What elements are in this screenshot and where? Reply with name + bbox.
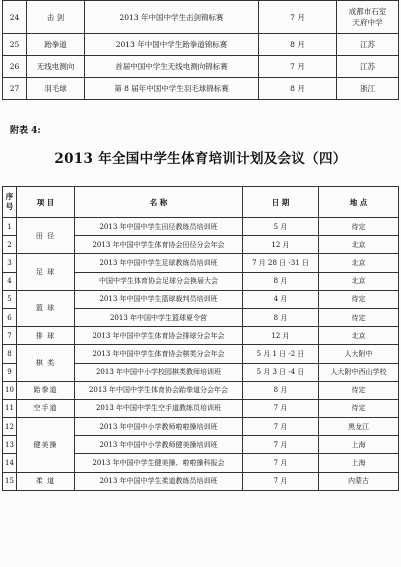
course-place: 人大附中西山学校	[319, 363, 399, 381]
course-name: 2013 年中国中学生篮球夏令营	[75, 308, 243, 326]
row-number: 25	[3, 34, 27, 56]
project-name: 健美操	[17, 418, 75, 473]
course-date: 7 月	[243, 436, 319, 454]
course-date: 5 月 3 日 -4 日	[243, 363, 319, 381]
row-number: 9	[3, 363, 17, 381]
row-number: 8	[3, 345, 17, 363]
course-date: 7 月	[243, 418, 319, 436]
project-name: 柔 道	[17, 472, 75, 490]
event-date: 8 月	[259, 34, 337, 56]
course-name: 2013 年中国中学生体育协会棋类分会年会	[75, 345, 243, 363]
event-place: 江苏	[337, 56, 399, 78]
course-name: 2013 年中国中学生篮球裁判员培训班	[75, 290, 243, 308]
course-name: 2013 年中国中学生体育协会跆拳道分会年会	[75, 381, 243, 399]
course-date: 7 月	[243, 472, 319, 490]
course-date: 7 月 28 日 -31 日	[243, 254, 319, 272]
course-name: 2013 年中国中学生健美操、啦啦操科报会	[75, 454, 243, 472]
row-number: 5	[3, 290, 17, 308]
course-name: 2013 年中国中小学教师啦啦操培训班	[75, 418, 243, 436]
course-name: 2013 年中国中学生田径教练员培训班	[75, 218, 243, 236]
row-number: 13	[3, 436, 17, 454]
event-name: 2013 年中国中学生跆拳道锦标赛	[85, 34, 259, 56]
row-number: 26	[3, 56, 27, 78]
header-place: 地 点	[319, 187, 399, 218]
row-number: 10	[3, 381, 17, 399]
row-number: 1	[3, 218, 17, 236]
header-project: 项 目	[17, 187, 75, 218]
course-place: 北京	[319, 272, 399, 290]
sport-name: 跆拳道	[27, 34, 85, 56]
course-place: 北京	[319, 254, 399, 272]
table-row	[3, 290, 399, 308]
training-plan-table	[2, 186, 399, 491]
event-name: 首届中国中学生无线电测向锦标赛	[85, 56, 259, 78]
course-name: 2013 年中国中学生体育协会排球分会年会	[75, 327, 243, 345]
project-name: 足 球	[17, 254, 75, 290]
course-date: 5 月 1 日 -2 日	[243, 345, 319, 363]
course-name: 2013 年中国中小学校园棋类教师培训班	[75, 363, 243, 381]
course-date: 8 月	[243, 381, 319, 399]
course-place: 待定	[319, 381, 399, 399]
row-number: 3	[3, 254, 17, 272]
row-number: 4	[3, 272, 17, 290]
row-number: 15	[3, 472, 17, 490]
course-place: 人大附中	[319, 345, 399, 363]
row-number: 14	[3, 454, 17, 472]
course-place: 待定	[319, 399, 399, 417]
table-row	[3, 56, 399, 78]
sport-name: 羽毛球	[27, 78, 85, 100]
course-place: 北京	[319, 236, 399, 254]
event-date: 8 月	[259, 78, 337, 100]
course-name: 2013 年中国中学生柔道教练员培训班	[75, 472, 243, 490]
project-name: 排 球	[17, 327, 75, 345]
course-place: 待定	[319, 290, 399, 308]
project-name: 空手道	[17, 399, 75, 417]
event-place: 江苏	[337, 34, 399, 56]
row-number: 24	[3, 1, 27, 34]
course-date: 8 月	[243, 308, 319, 326]
course-name: 中国中学生体育协会足球分会换届大会	[75, 272, 243, 290]
table-row	[3, 327, 399, 345]
appendix-label: 附表 4:	[10, 126, 41, 136]
course-place: 黑龙江	[319, 418, 399, 436]
course-place: 上海	[319, 454, 399, 472]
table-row	[3, 78, 399, 100]
header-row	[3, 187, 399, 218]
event-name: 2013 年中国中学生击剑锦标赛	[85, 1, 259, 34]
event-name: 第 8 届年中国中学生羽毛球锦标赛	[85, 78, 259, 100]
header-name: 名 称	[75, 187, 243, 218]
course-place: 待定	[319, 308, 399, 326]
course-name: 2013 年中国中学生空手道教练员培训班	[75, 399, 243, 417]
event-date: 7 月	[259, 56, 337, 78]
table-row	[3, 345, 399, 363]
table-row	[3, 418, 399, 436]
table-row	[3, 254, 399, 272]
table-row	[3, 472, 399, 490]
project-name: 篮 球	[17, 290, 75, 326]
course-place: 待定	[319, 218, 399, 236]
course-date: 12 月	[243, 236, 319, 254]
project-name: 跆拳道	[17, 381, 75, 399]
table-row	[3, 34, 399, 56]
course-date: 7 月	[243, 454, 319, 472]
header-date: 日 期	[243, 187, 319, 218]
course-place: 北京	[319, 327, 399, 345]
row-number: 27	[3, 78, 27, 100]
table-row	[3, 399, 399, 417]
row-number: 6	[3, 308, 17, 326]
row-number: 7	[3, 327, 17, 345]
row-number: 2	[3, 236, 17, 254]
table-row	[3, 1, 399, 34]
course-name: 2013 年中国中学生体育协会田径分会年会	[75, 236, 243, 254]
events-table-continued	[2, 0, 399, 100]
course-place: 上海	[319, 436, 399, 454]
event-place: 成都市石室 天府中学	[337, 1, 399, 34]
header-no: 序号	[3, 187, 17, 218]
course-date: 8 月	[243, 272, 319, 290]
sport-name: 击 剑	[27, 1, 85, 34]
course-date: 4 月	[243, 290, 319, 308]
table-row	[3, 381, 399, 399]
course-name: 2013 年中国中学生足球教练员培训班	[75, 254, 243, 272]
sport-name: 无线电测向	[27, 56, 85, 78]
course-name: 2013 年中国中小学教师健美操培训班	[75, 436, 243, 454]
row-number: 12	[3, 418, 17, 436]
event-date: 7 月	[259, 1, 337, 34]
page-title: 2013 年全国中学生体育培训计划及会议（四）	[54, 151, 347, 167]
course-place: 内蒙古	[319, 472, 399, 490]
course-date: 7 月	[243, 399, 319, 417]
row-number: 11	[3, 399, 17, 417]
course-date: 5 月	[243, 218, 319, 236]
event-place: 浙江	[337, 78, 399, 100]
project-name: 田 径	[17, 218, 75, 254]
course-date: 12 月	[243, 327, 319, 345]
table-row	[3, 218, 399, 236]
project-name: 棋 类	[17, 345, 75, 381]
